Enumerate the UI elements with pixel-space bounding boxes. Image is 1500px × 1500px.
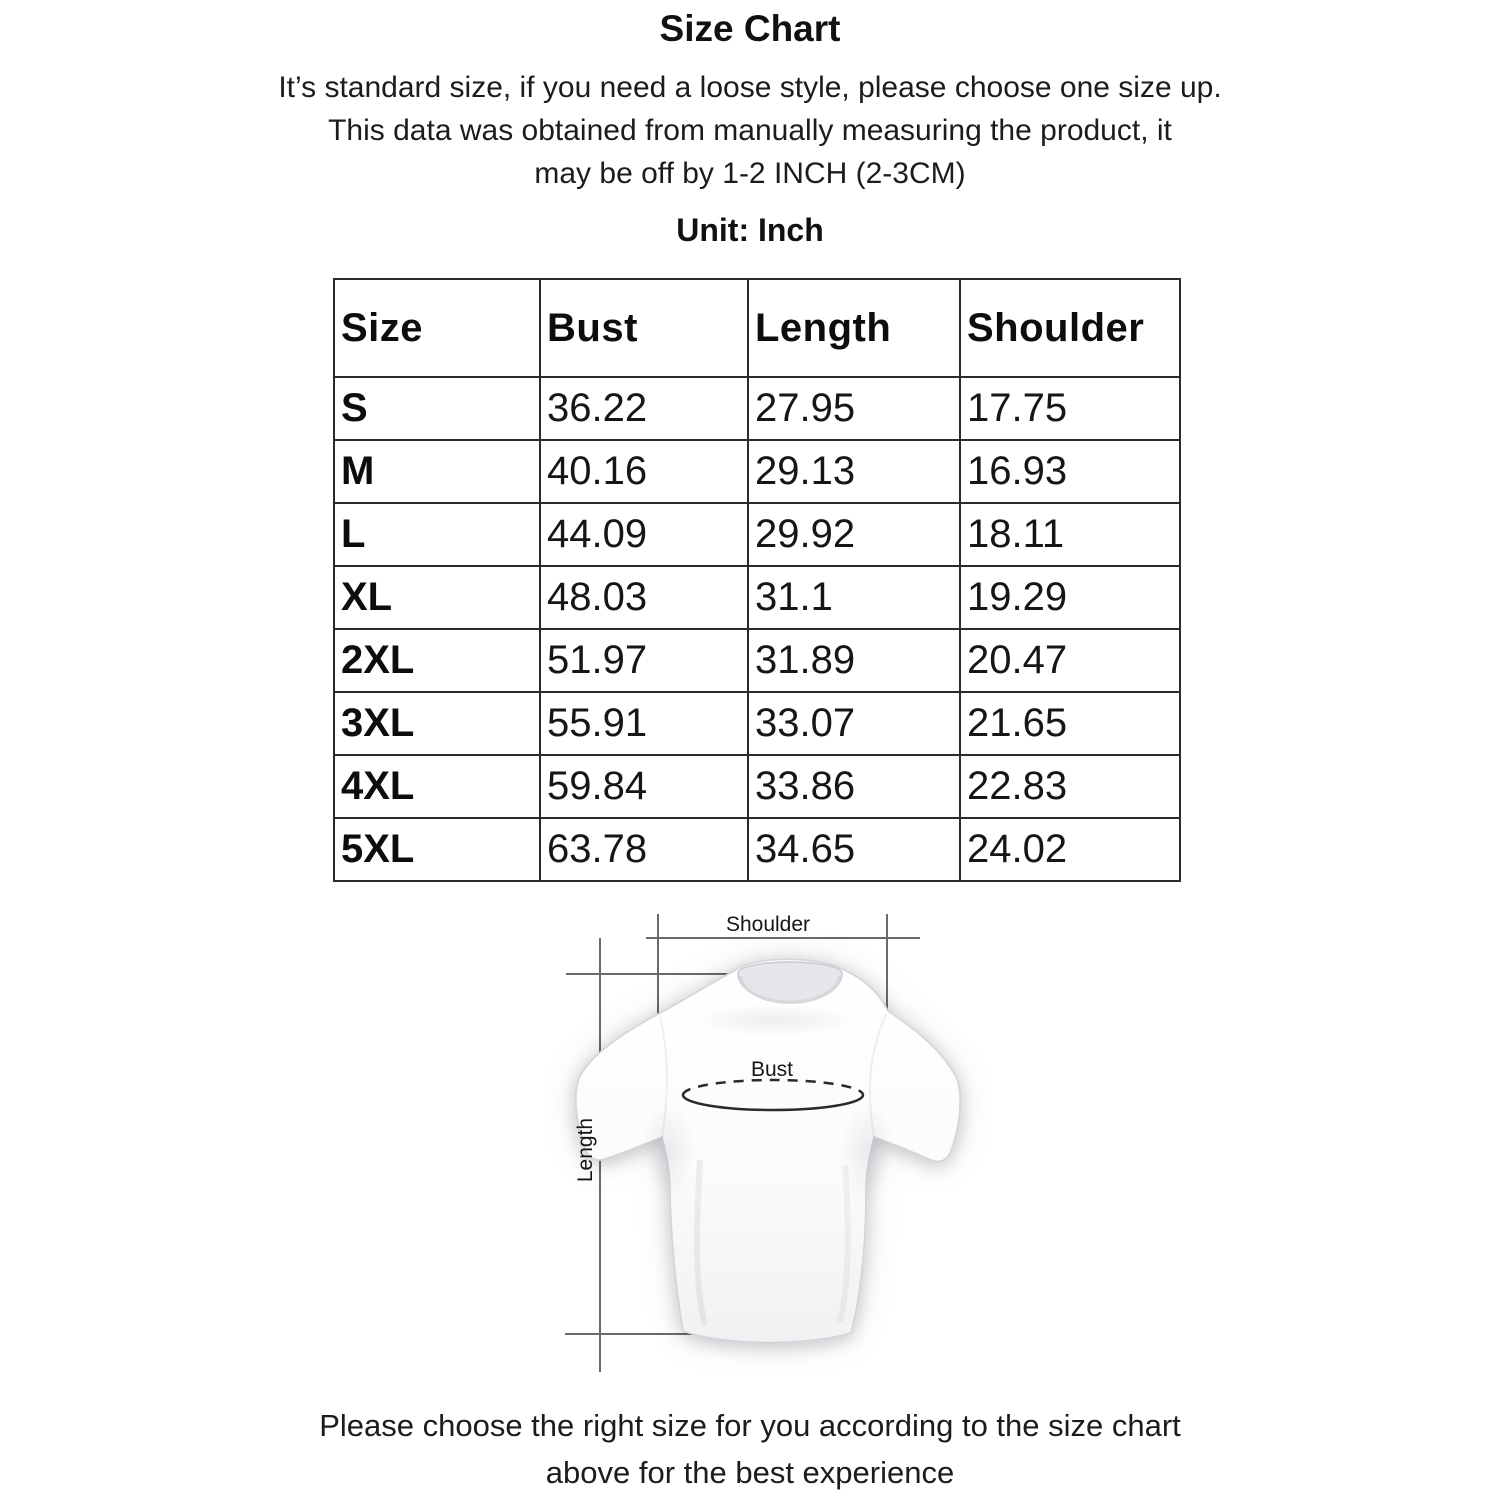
bust-cell: 55.91 xyxy=(540,692,748,755)
table-row xyxy=(334,629,1180,692)
length-cell: 31.89 xyxy=(748,629,960,692)
length-cell: 31.1 xyxy=(748,566,960,629)
bust-cell: 44.09 xyxy=(540,503,748,566)
table-row xyxy=(334,818,1180,881)
size-cell: 5XL xyxy=(334,818,540,881)
size-table xyxy=(333,278,1181,882)
length-cell: 33.86 xyxy=(748,755,960,818)
shoulder-cell: 18.11 xyxy=(960,503,1180,566)
size-cell: XL xyxy=(334,566,540,629)
description-line-3: may be off by 1-2 INCH (2-3CM) xyxy=(534,157,966,190)
tshirt-measurement-diagram xyxy=(540,898,1000,1390)
length-label: Length xyxy=(574,1117,597,1183)
bust-cell: 51.97 xyxy=(540,629,748,692)
table-row xyxy=(334,755,1180,818)
footer-line-1: Please choose the right size for you according to the size chart xyxy=(319,1408,1181,1443)
table-row xyxy=(334,440,1180,503)
size-cell: 2XL xyxy=(334,629,540,692)
left-armpit-shade xyxy=(642,1100,694,1200)
length-cell: 29.13 xyxy=(748,440,960,503)
footer-note xyxy=(0,1402,1500,1496)
table-row xyxy=(334,503,1180,566)
size-cell: 3XL xyxy=(334,692,540,755)
shoulder-cell: 19.29 xyxy=(960,566,1180,629)
table-row xyxy=(334,566,1180,629)
column-header-bust: Bust xyxy=(540,279,748,377)
shoulder-cell: 21.65 xyxy=(960,692,1180,755)
length-cell: 34.65 xyxy=(748,818,960,881)
shoulder-cell: 20.47 xyxy=(960,629,1180,692)
length-cell: 27.95 xyxy=(748,377,960,440)
tshirt-diagram-svg xyxy=(540,898,1000,1390)
length-cell: 29.92 xyxy=(748,503,960,566)
column-header-shoulder: Shoulder xyxy=(960,279,1180,377)
shoulder-cell: 17.75 xyxy=(960,377,1180,440)
bust-cell: 36.22 xyxy=(540,377,748,440)
column-header-length: Length xyxy=(748,279,960,377)
table-row xyxy=(334,692,1180,755)
shoulder-cell: 22.83 xyxy=(960,755,1180,818)
bust-cell: 59.84 xyxy=(540,755,748,818)
table-header-row xyxy=(334,279,1180,377)
bust-label: Bust xyxy=(750,1058,794,1081)
size-cell: M xyxy=(334,440,540,503)
size-cell: 4XL xyxy=(334,755,540,818)
unit-label: Unit: Inch xyxy=(676,212,824,248)
footer-line-2: above for the best experience xyxy=(545,1455,955,1490)
shoulder-cell: 16.93 xyxy=(960,440,1180,503)
description xyxy=(0,66,1500,195)
size-cell: L xyxy=(334,503,540,566)
tshirt-graphic xyxy=(576,959,960,1342)
column-header-size: Size xyxy=(334,279,540,377)
bust-cell: 40.16 xyxy=(540,440,748,503)
length-cell: 33.07 xyxy=(748,692,960,755)
bust-cell: 48.03 xyxy=(540,566,748,629)
shoulder-label: Shoulder xyxy=(725,913,811,936)
page-title: Size Chart xyxy=(659,8,841,49)
description-line-1: It’s standard size, if you need a loose style, please choose one size up. xyxy=(278,71,1222,104)
bust-cell: 63.78 xyxy=(540,818,748,881)
table-row xyxy=(334,377,1180,440)
under-collar-shade xyxy=(695,1004,855,1036)
size-cell: S xyxy=(334,377,540,440)
right-armpit-shade xyxy=(842,1100,894,1200)
shoulder-cell: 24.02 xyxy=(960,818,1180,881)
description-line-2: This data was obtained from manually measuring the product, it xyxy=(328,114,1172,147)
